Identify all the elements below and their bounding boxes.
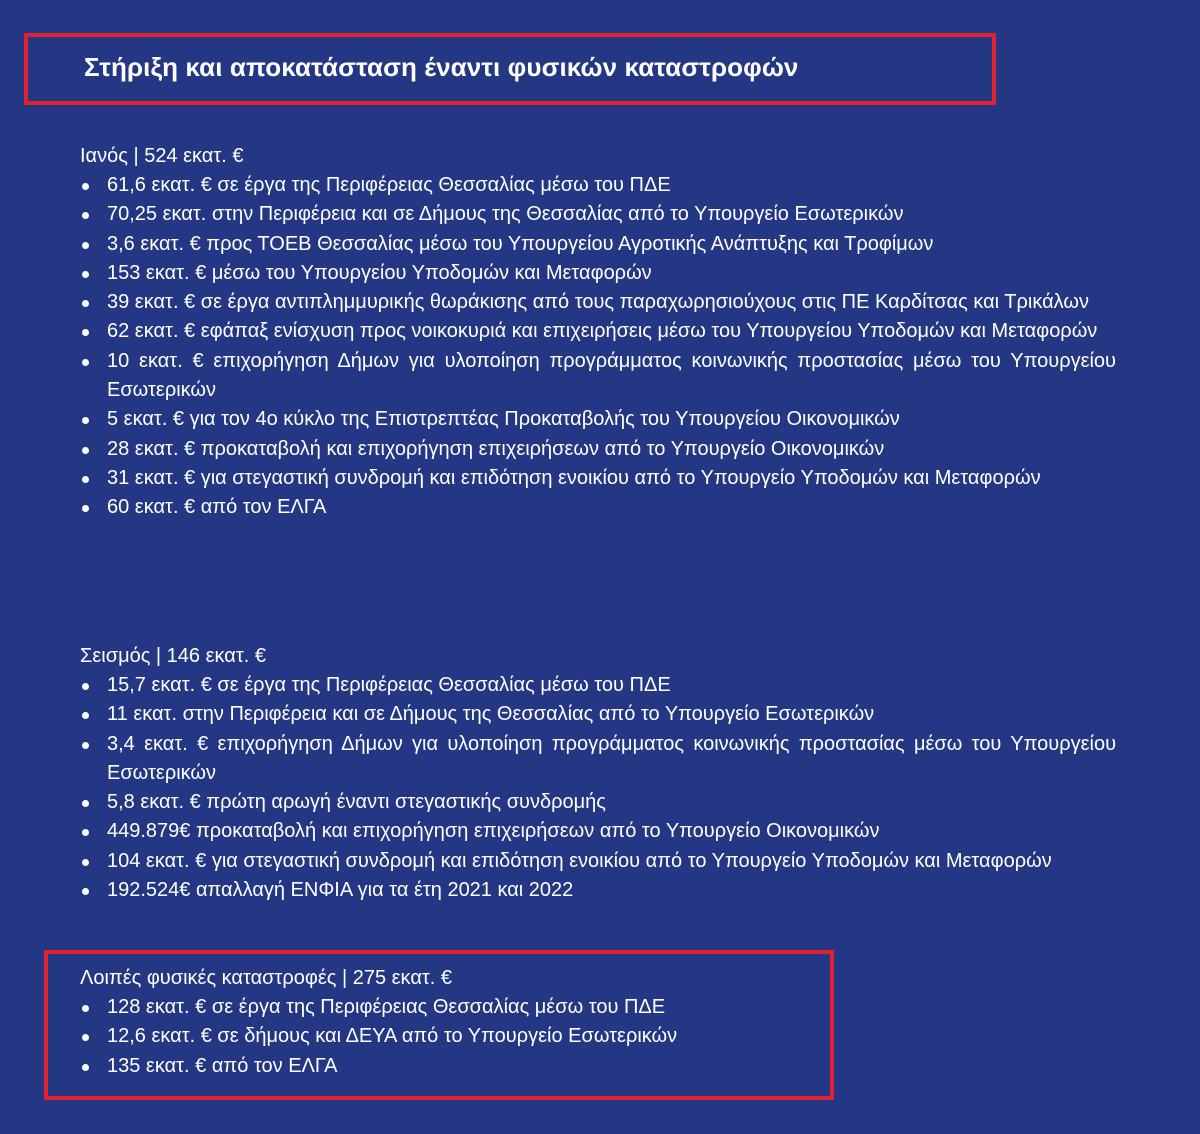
- list-item: [80, 671, 1116, 700]
- bullet-icon: [82, 359, 89, 366]
- bullet-icon: [82, 1064, 89, 1071]
- page-title: Στήριξη και αποκατάσταση έναντι φυσικών καταστροφών: [84, 52, 799, 82]
- list-item: [80, 788, 1116, 817]
- list-item: [80, 200, 1116, 229]
- list-item-text: 10 εκατ. € επιχορήγηση Δήμων για υλοποίηση προγράμματος κοινωνικής προστασίας μέσω του Υπουργείου Εσωτερικών: [107, 349, 1116, 402]
- list-item: [80, 259, 1116, 288]
- list-item-text: 15,7 εκατ. € σε έργα της Περιφέρειας Θεσσαλίας μέσω του ΠΔΕ: [107, 674, 671, 696]
- list-item: [80, 317, 1116, 346]
- list-item-text: 28 εκατ. € προκαταβολή και επιχορήγηση επιχειρήσεων από το Υπουργείο Οικονομικών: [107, 437, 885, 460]
- item-list-ianos: [80, 171, 1116, 523]
- bullet-icon: [82, 742, 89, 749]
- list-item: [80, 405, 1116, 434]
- list-item-text: 3,6 εκατ. € προς ΤΟΕΒ Θεσσαλίας μέσω του Υπουργείου Αγροτικής Ανάπτυξης και Τροφίμων: [107, 232, 934, 255]
- bullet-icon: [82, 505, 89, 512]
- bullet-icon: [82, 242, 89, 249]
- list-item-text: 61,6 εκατ. € σε έργα της Περιφέρειας Θεσσαλίας μέσω του ΠΔΕ: [107, 174, 671, 196]
- bullet-icon: [82, 417, 89, 424]
- list-item-text: 62 εκατ. € εφάπαξ ενίσχυση προς νοικοκυριά και επιχειρήσεις μέσω του Υπουργείου Υποδομών και Μεταφορών: [107, 320, 1098, 343]
- bullet-icon: [82, 300, 89, 307]
- list-item: [80, 230, 1116, 259]
- list-item: [80, 1052, 1116, 1081]
- bullet-icon: [82, 447, 89, 454]
- section-heading-ianos: Ιανός | 524 εκατ. €: [80, 145, 244, 167]
- list-item: [80, 730, 1116, 789]
- item-list-seismos: [80, 671, 1116, 905]
- list-item-text: 31 εκατ. € για στεγαστική συνδρομή και επιδότηση ενοικίου από το Υπουργείο Υποδομών και Μεταφορών: [107, 466, 1041, 489]
- bullet-icon: [82, 712, 89, 719]
- list-item-text: 192.524€ απαλλαγή ΕΝΦΙΑ για τα έτη 2021 και 2022: [107, 879, 574, 902]
- list-item-text: 104 εκατ. € για στεγαστική συνδρομή και επιδότηση ενοικίου από το Υπουργείο Υποδομών και Μεταφορών: [107, 849, 1052, 872]
- bullet-icon: [82, 683, 89, 690]
- bullet-icon: [82, 212, 89, 219]
- list-item-text: 3,4 εκατ. € επιχορήγηση Δήμων για υλοποίηση προγράμματος κοινωνικής προστασίας μέσω του Υπουργείου Εσωτερικών: [107, 732, 1116, 784]
- list-item-text: 12,6 εκατ. € σε δήμους και ΔΕΥΑ από το Υπουργείο Εσωτερικών: [107, 1025, 678, 1048]
- list-item-text: 39 εκατ. € σε έργα αντιπλημμυρικής θωράκισης από τους παραχωρησιούχους στις ΠΕ Καρδίτσας και Τρικάλων: [107, 291, 1089, 314]
- list-item-text: 70,25 εκατ. στην Περιφέρεια και σε Δήμους της Θεσσαλίας από το Υπουργείο Εσωτερικών: [107, 203, 904, 226]
- section-heading-seismos: Σεισμός | 146 εκατ. €: [80, 645, 266, 667]
- section-heading-loipes: Λοιπές φυσικές καταστροφές | 275 εκατ. €: [80, 967, 453, 989]
- item-list-loipes: [80, 993, 1116, 1081]
- list-item: [80, 171, 1116, 200]
- list-item: [80, 464, 1116, 493]
- bullet-icon: [82, 183, 89, 190]
- list-item: [80, 347, 1116, 406]
- bullet-icon: [82, 888, 89, 895]
- section-ianos: [80, 142, 1116, 523]
- list-item-text: 60 εκατ. € από τον ΕΛΓΑ: [107, 496, 327, 519]
- list-item: [80, 493, 1116, 522]
- bullet-icon: [82, 859, 89, 866]
- list-item: [80, 700, 1116, 729]
- bullet-icon: [82, 800, 89, 807]
- bullet-icon: [82, 829, 89, 836]
- list-item-text: 128 εκατ. € σε έργα της Περιφέρειας Θεσσαλίας μέσω του ΠΔΕ: [107, 996, 666, 1018]
- list-item: [80, 993, 1116, 1022]
- list-item-text: 5,8 εκατ. € πρώτη αρωγή έναντι στεγαστικής συνδρομής: [107, 791, 606, 814]
- list-item: [80, 435, 1116, 464]
- section-loipes: [80, 964, 1116, 1081]
- list-item: [80, 847, 1116, 876]
- bullet-icon: [82, 1005, 89, 1012]
- bullet-icon: [82, 271, 89, 278]
- list-item-text: 449.879€ προκαταβολή και επιχορήγηση επιχειρήσεων από το Υπουργείο Οικονομικών: [107, 820, 880, 843]
- list-item-text: 11 εκατ. στην Περιφέρεια και σε Δήμους της Θεσσαλίας από το Υπουργείο Εσωτερικών: [107, 703, 875, 726]
- list-item-text: 5 εκατ. € για τον 4ο κύκλο της Επιστρεπτέας Προκαταβολής του Υπουργείου Οικονομικών: [107, 408, 900, 431]
- list-item: [80, 1022, 1116, 1051]
- bullet-icon: [82, 1034, 89, 1041]
- list-item: [80, 817, 1116, 846]
- list-item: [80, 876, 1116, 905]
- title-highlight-box: [24, 33, 996, 105]
- bullet-icon: [82, 476, 89, 483]
- section-seismos: [80, 642, 1116, 905]
- bullet-icon: [82, 329, 89, 336]
- list-item: [80, 288, 1116, 317]
- list-item-text: 135 εκατ. € από τον ΕΛΓΑ: [107, 1054, 338, 1077]
- list-item-text: 153 εκατ. € μέσω του Υπουργείου Υποδομών και Μεταφορών: [107, 261, 652, 284]
